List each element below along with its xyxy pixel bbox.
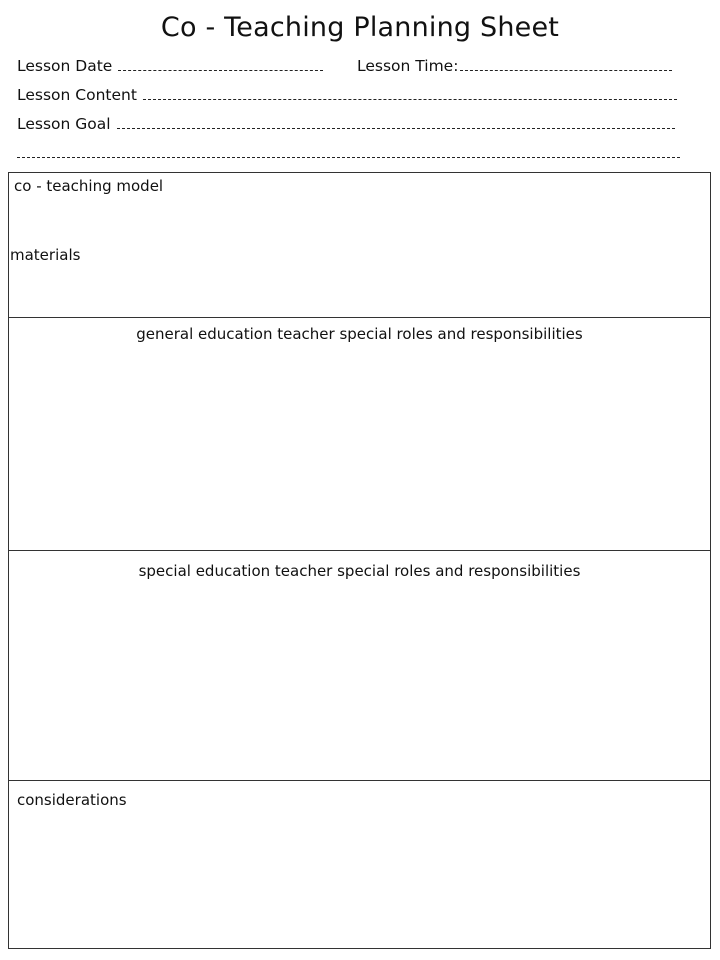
co-teaching-model-label: co - teaching model — [14, 177, 164, 195]
lesson-goal-row — [17, 114, 675, 134]
section-divider — [9, 780, 710, 781]
planning-grid — [8, 172, 711, 949]
special-ed-label: special education teacher special roles and responsibilities — [138, 562, 581, 580]
lesson-content-label: Lesson Content — [17, 86, 137, 104]
section-divider — [9, 317, 710, 318]
lesson-goal-continuation-blank[interactable] — [17, 143, 680, 158]
lesson-time-blank[interactable] — [460, 56, 672, 71]
lesson-content-blank[interactable] — [143, 85, 677, 100]
lesson-goal-blank[interactable] — [117, 114, 675, 129]
lesson-date-label: Lesson Date — [17, 57, 113, 75]
lesson-goal-continuation-row — [17, 143, 680, 163]
considerations-label: considerations — [17, 791, 127, 809]
lesson-goal-label: Lesson Goal — [17, 115, 111, 133]
lesson-date-blank[interactable] — [118, 56, 323, 71]
lesson-time-row — [357, 56, 672, 76]
lesson-time-label: Lesson Time: — [357, 57, 459, 75]
page-title: Co - Teaching Planning Sheet — [160, 12, 560, 43]
lesson-date-row — [17, 56, 323, 76]
section-divider — [9, 550, 710, 551]
lesson-content-row — [17, 85, 677, 105]
materials-label: materials — [10, 246, 81, 264]
general-ed-label: general education teacher special roles and responsibilities — [136, 325, 583, 343]
